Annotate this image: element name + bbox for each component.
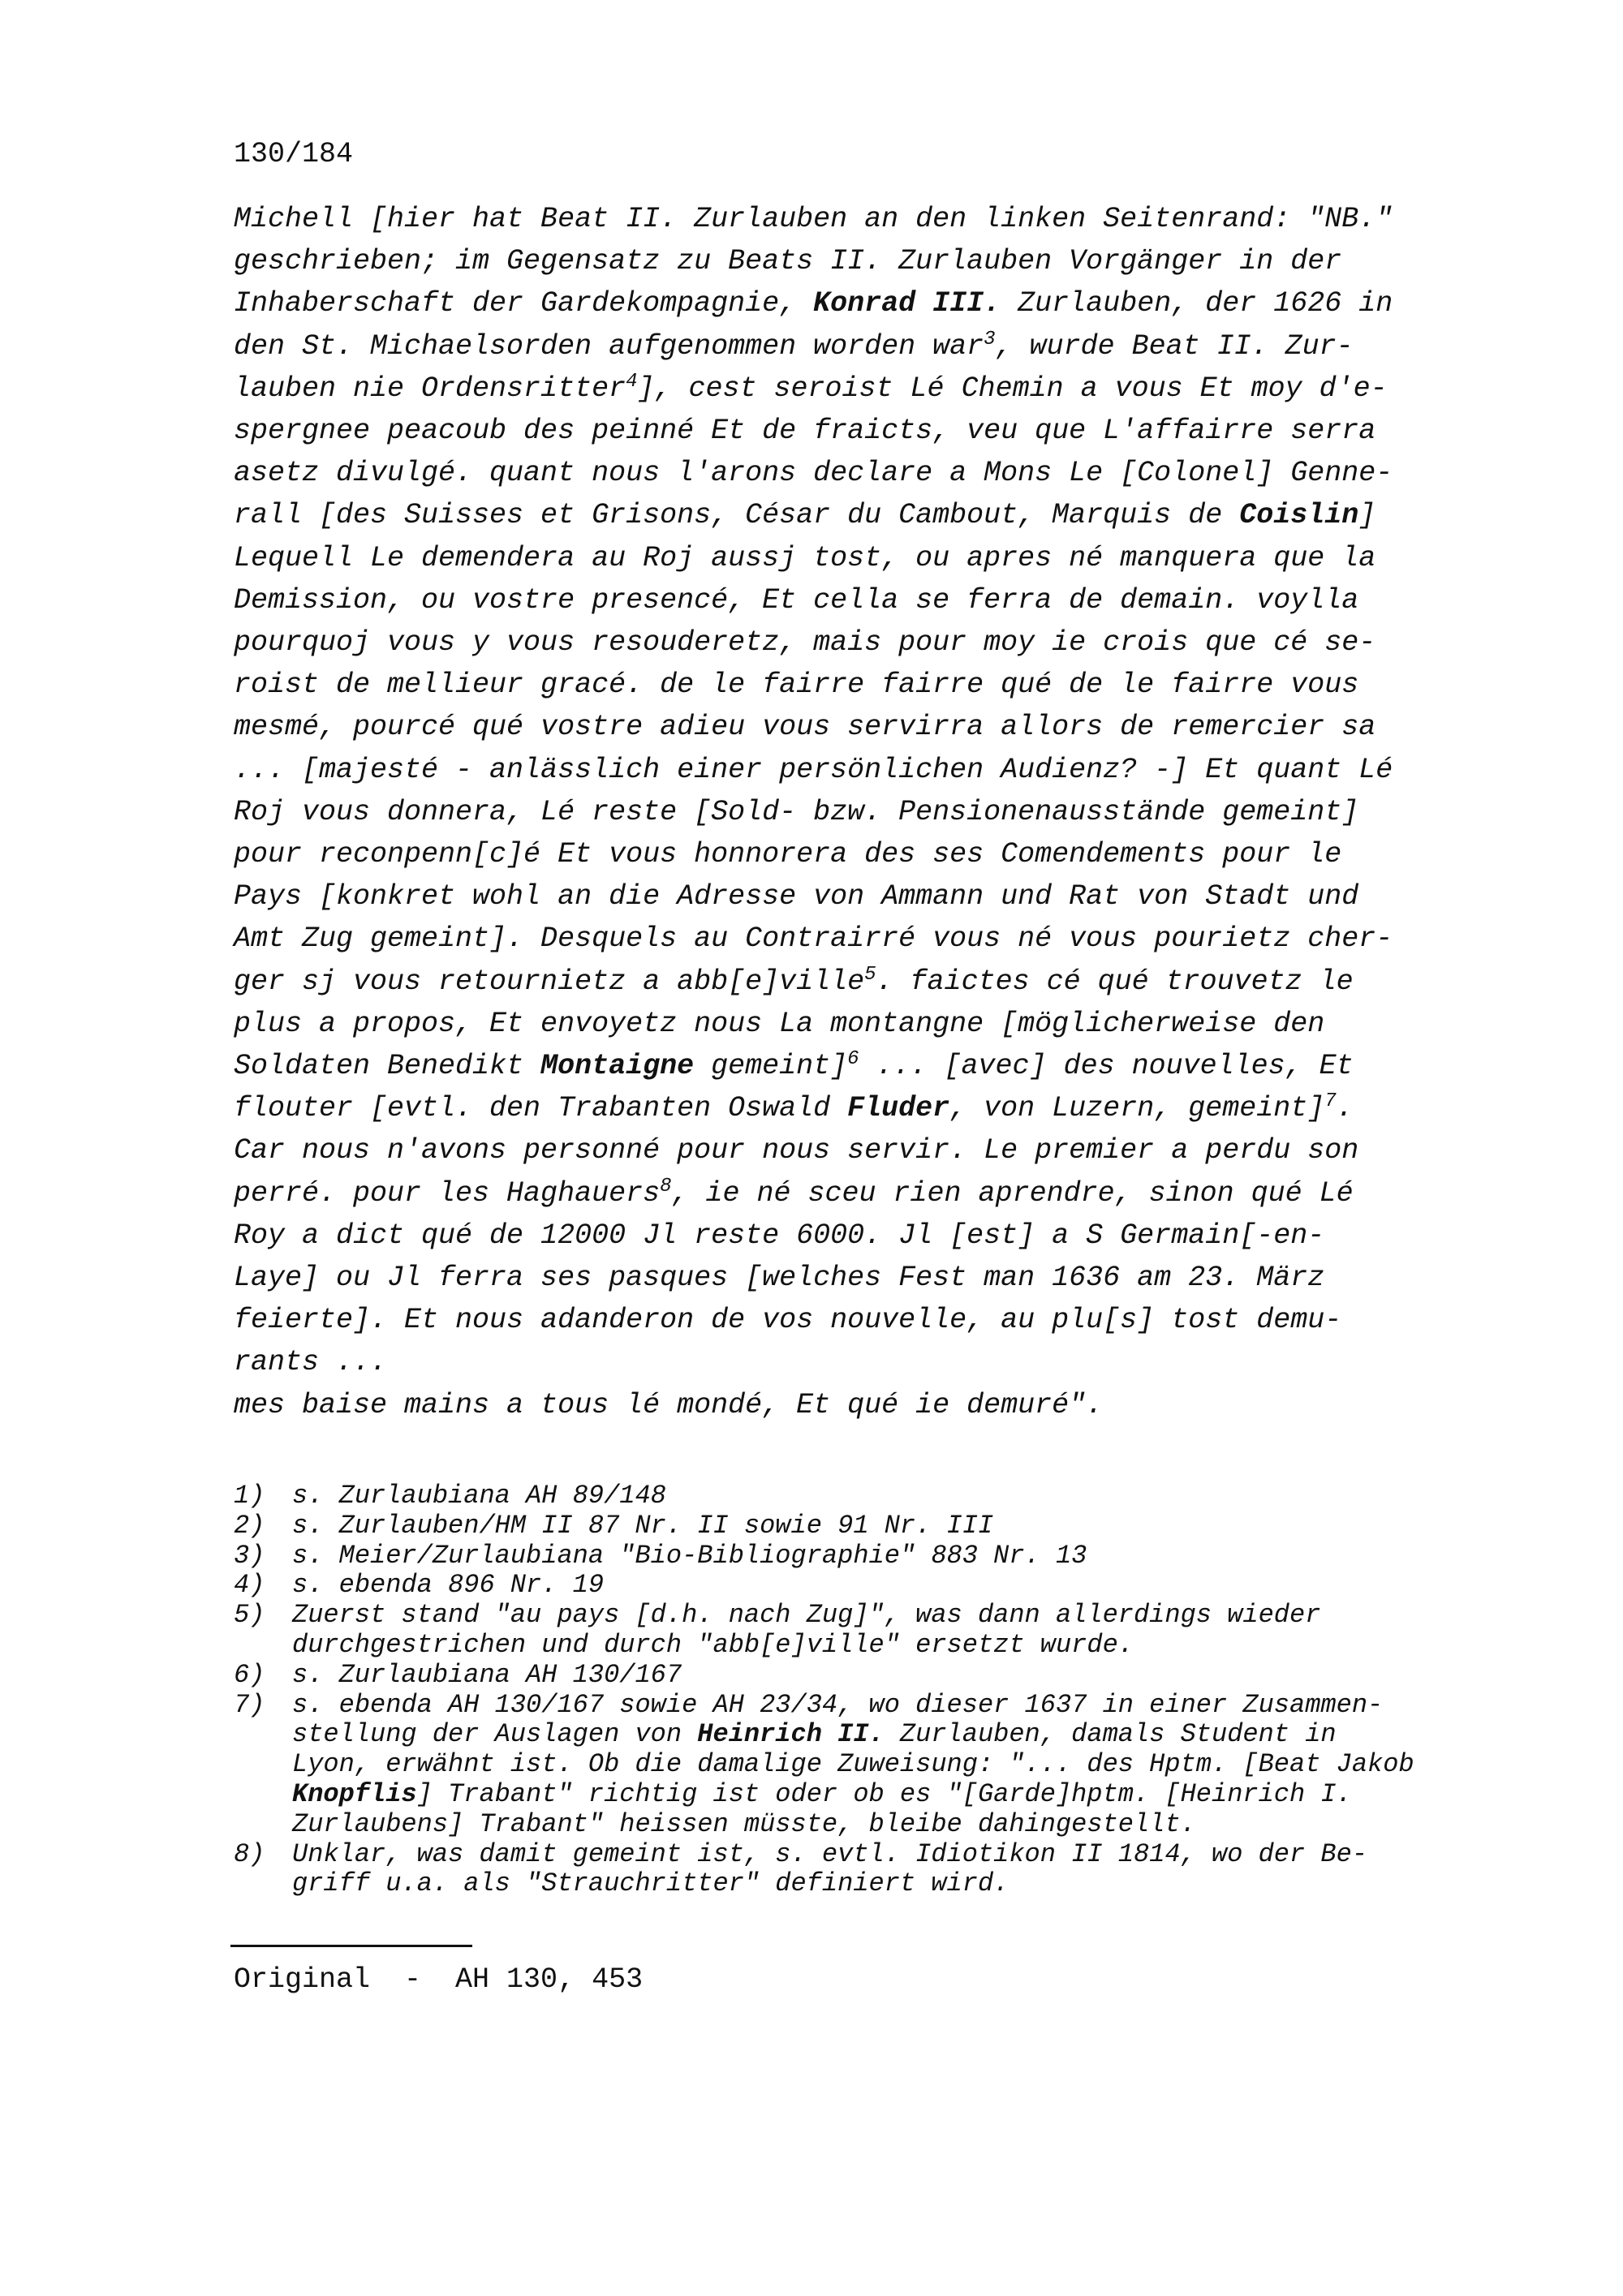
footnote-ref: 8 [660,1175,672,1197]
footnote-line: Lyon, erwähnt ist. Ob die damalige Zuweisung: "... des Hptm. [Beat Jakob [292,1749,1414,1780]
text-line: plus a propos, Et envoyetz nous La montangne [möglicherweise den [234,1007,1325,1040]
footnote-number: 3) [234,1540,265,1571]
text-line: Roj vous donnera, Lé reste [Sold- bzw. Pensionenausstände gemeint] [234,795,1359,828]
text-line: perré. pour les Haghauers$^8$, ie né sceu rien aprendre, sinon qué Lé [234,1175,1354,1210]
footnote-line: griff u.a. als "Strauchritter" definiert wird. [292,1868,1010,1899]
footnote-ref: 5 [864,963,876,986]
text-line: mesmé, pourcé qué vostre adieu vous servirra allors de remercier sa [234,711,1376,744]
text-line: pour reconpenn[c]é Et vous honnorera des ses Comendements pour le [234,838,1342,871]
text-line: Roy a dict qué de 12000 Jl reste 6000. Jl [est] a S Germain[-en- [234,1219,1325,1252]
text-line: Demission, ou vostre presencé, Et cella se ferra de demain. voylla [234,583,1359,617]
text-line: Laye] ou Jl ferra ses pasques [welches Fest man 1636 am 23. März [234,1262,1325,1295]
person-name: Coislin [1239,499,1359,532]
footnote-line: s. Zurlauben/HM II 87 Nr. II sowie 91 Nr. III [292,1510,994,1541]
text-line: geschrieben; im Gegensatz zu Beats II. Zurlauben Vorgänger in der [234,245,1342,278]
footnote [234,1601,1516,1661]
footnote [234,1571,1516,1601]
person-name: Konrad III. [813,287,1001,320]
text-line: feierte]. Et nous adanderon de vos nouvelle, au plu[s] tost demu- [234,1304,1342,1337]
person-name: Fluder [847,1092,950,1125]
text-line: asetz divulgé. quant nous l'arons declare a Mons Le [Colonel] Genne- [234,457,1393,490]
footnote-line: s. Zurlaubiana AH 89/148 [292,1481,666,1511]
footnote [234,1691,1516,1840]
text-line: mes baise mains a tous lé mondé, Et qué ie demuré". [234,1388,1104,1421]
text-line: Inhaberschaft der Gardekompagnie, Konrad III. Zurlauben, der 1626 in [234,287,1393,320]
footnote-line: Unklar, was damit gemeint ist, s. evtl. Idiotikon II 1814, wo der Be- [292,1838,1368,1869]
footnote-line: s. ebenda AH 130/167 sowie AH 23/34, wo dieser 1637 in einer Zusammen- [292,1689,1384,1720]
footnote-line: Zurlaubens] Trabant" heissen müsste, bleibe dahingestellt. [292,1808,1196,1839]
text-line: pourquoj vous y vous resouderetz, mais pour moy ie crois que cé se- [234,626,1376,660]
footnote-line: Zuerst stand "au pays [d.h. nach Zug]", was dann allerdings wieder [292,1600,1321,1631]
text-line: Amt Zug gemeint]. Desquels au Contrairré vous né vous pourietz cher- [234,922,1393,956]
footnote [234,1541,1516,1572]
main-text [234,198,1500,1426]
text-line: lauben nie Ordensritter$^4$], cest seroist Lé Chemin a vous Et moy d'e- [234,370,1388,405]
text-line: rants ... [234,1346,388,1379]
person-name: Heinrich II. [697,1719,885,1750]
footnote-line: Knopflis] Trabant" richtig ist oder ob es "[Garde]hptm. [Heinrich I. [292,1778,1352,1809]
footnote [234,1840,1516,1900]
footnote-line: s. Zurlaubiana AH 130/167 [292,1659,682,1690]
text-line: spergnee peacoub des peinné Et de fraicts, veu que L'affairre serra [234,415,1376,448]
footnote-line: s. Meier/Zurlaubiana "Bio-Bibliographie" 883 Nr. 13 [292,1540,1087,1571]
footnote-number: 1) [234,1481,265,1511]
separator-rule [230,1945,472,1947]
footnote-number: 4) [234,1570,265,1601]
footnote-line: stellung der Auslagen von Heinrich II. Zurlauben, damals Student in [292,1719,1337,1750]
footnote-line: durchgestrichen und durch "abb[e]ville" ersetzt wurde. [292,1629,1134,1660]
person-name: Montaigne [540,1050,695,1083]
page-number: 130/184 [234,138,354,170]
footnote [234,1661,1516,1691]
text-line: Michell [hier hat Beat II. Zurlauben an den linken Seitenrand: "NB." [234,203,1393,235]
text-line: ... [majesté - anlässlich einer persönlichen Audienz? -] Et quant Lé [234,753,1393,786]
text-line: rall [des Suisses et Grisons, César du Cambout, Marquis de Coislin] [234,499,1376,532]
person-name: Knopflis [292,1778,417,1809]
footnote-number: 2) [234,1510,265,1541]
footnote-ref: 3 [984,328,996,350]
footnote [234,1481,1516,1511]
text-line: Soldaten Benedikt Montaigne gemeint]$^6$ ... [avec] des nouvelles, Et [234,1048,1354,1083]
footnote-line: s. ebenda 896 Nr. 19 [292,1570,605,1601]
text-line: den St. Michaelsorden aufgenommen worden war$^3$, wurde Beat II. Zur- [234,328,1354,363]
footnote-ref: 7 [1324,1090,1337,1113]
footnote-number: 6) [234,1659,265,1690]
text-line: Pays [konkret wohl an die Adresse von Ammann und Rat von Stadt und [234,880,1359,914]
footnote-number: 7) [234,1689,265,1720]
footnotes [234,1481,1516,1899]
footnote [234,1511,1516,1541]
footnote-ref: 4 [626,370,638,393]
text-line: ger sj vous retournietz a abb[e]ville$^5$. faictes cé qué trouvetz le [234,963,1354,998]
text-line: Lequell Le demendera au Roj aussj tost, ou apres né manquera que la [234,541,1376,574]
footnote-number: 8) [234,1838,265,1869]
source-reference: Original - AH 130, 453 [234,1963,644,1996]
footnote-number: 5) [234,1600,265,1631]
footnote-ref: 6 [847,1048,859,1071]
text-line: flouter [evtl. den Trabanten Oswald Fluder, von Luzern, gemeint]$^7$. [234,1090,1354,1125]
text-line: roist de mellieur gracé. de le fairre fairre qué de le fairre vous [234,669,1359,702]
text-line: Car nous n'avons personné pour nous servir. Le premier a perdu son [234,1134,1359,1167]
